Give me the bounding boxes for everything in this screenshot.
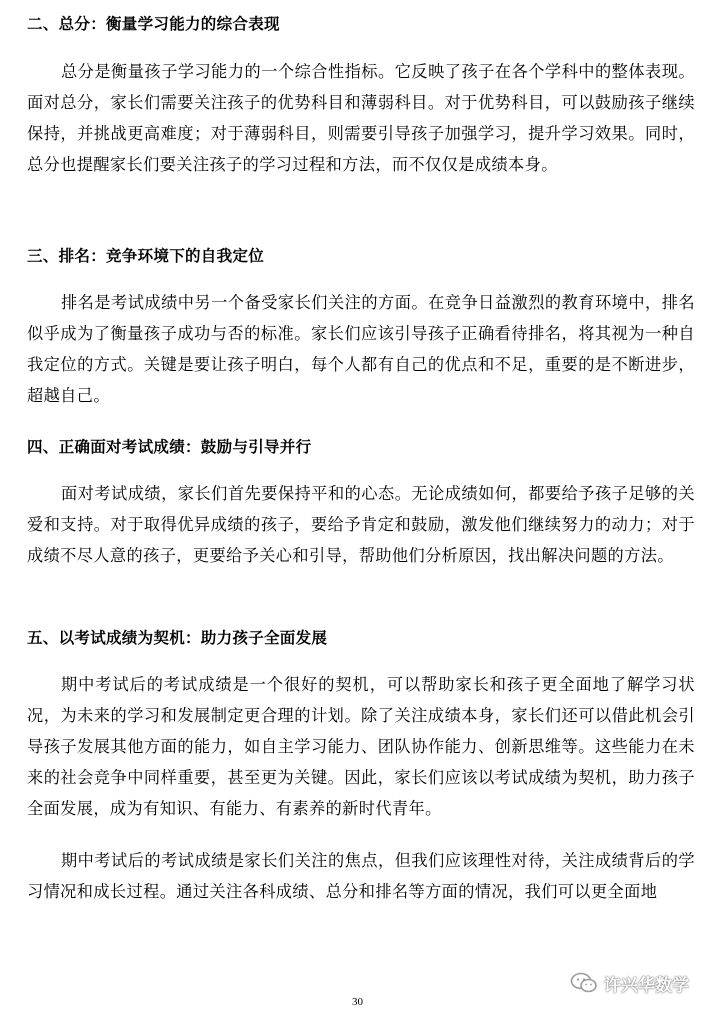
page-number: 30 <box>352 996 363 1008</box>
section-heading-total-score: 二、总分：衡量学习能力的综合表现 <box>27 15 280 33</box>
section-heading-ranking: 三、排名：竞争环境下的自我定位 <box>27 247 265 265</box>
watermark <box>570 970 689 996</box>
watermark-text: 许兴华数学 <box>604 975 689 996</box>
wechat-icon <box>570 972 598 994</box>
paragraph-conclusion: 期中考试后的考试成绩是家长们关注的焦点，但我们应该理性对待，关注成绩背后的学习情况和成长过程。通过关注各科成绩、总分和排名等方面的情况，我们可以更全面地 <box>27 851 695 901</box>
paragraph-opportunity: 期中考试后的考试成绩是一个很好的契机，可以帮助家长和孩子更全面地了解学习状况，为未来的学习和发展制定更合理的计划。除了关注成绩本身，家长们还可以借此机会引导孩子发展其他方面的能力，如自主学习能力、团队协作能力、创新思维等。这些能力在未来的社会竞争中同样重要，甚至更为关键。因此，家长们应该以考试成绩为契机，助力孩子全面发展，成为有知识、有能力、有素养的新时代青年。 <box>27 675 695 818</box>
section-heading-face-scores: 四、正确面对考试成绩：鼓励与引导并行 <box>27 438 312 456</box>
paragraph-ranking: 排名是考试成绩中另一个备受家长们关注的方面。在竞争日益激烈的教育环境中，排名似乎成为了衡量孩子成功与否的标准。家长们应该引导孩子正确看待排名，将其视为一种自我定位的方式。关键是要让孩子明白，每个人都有自己的优点和不足，重要的是不断进步，超越自己。 <box>27 293 695 405</box>
section-heading-opportunity: 五、以考试成绩为契机：助力孩子全面发展 <box>27 629 328 647</box>
paragraph-total-score: 总分是衡量孩子学习能力的一个综合性指标。它反映了孩子在各个学科中的整体表现。面对总分，家长们需要关注孩子的优势科目和薄弱科目。对于优势科目，可以鼓励孩子继续保持，并挑战更高难度；对于薄弱科目，则需要引导孩子加强学习，提升学习效果。同时，总分也提醒家长们要关注孩子的学习过程和方法，而不仅仅是成绩本身。 <box>27 62 695 174</box>
paragraph-face-scores: 面对考试成绩，家长们首先要保持平和的心态。无论成绩如何，都要给予孩子足够的关爱和支持。对于取得优异成绩的孩子，要给予肯定和鼓励，激发他们继续努力的动力；对于成绩不尽人意的孩子，更要给予关心和引导，帮助他们分析原因，找出解决问题的方法。 <box>27 484 695 565</box>
